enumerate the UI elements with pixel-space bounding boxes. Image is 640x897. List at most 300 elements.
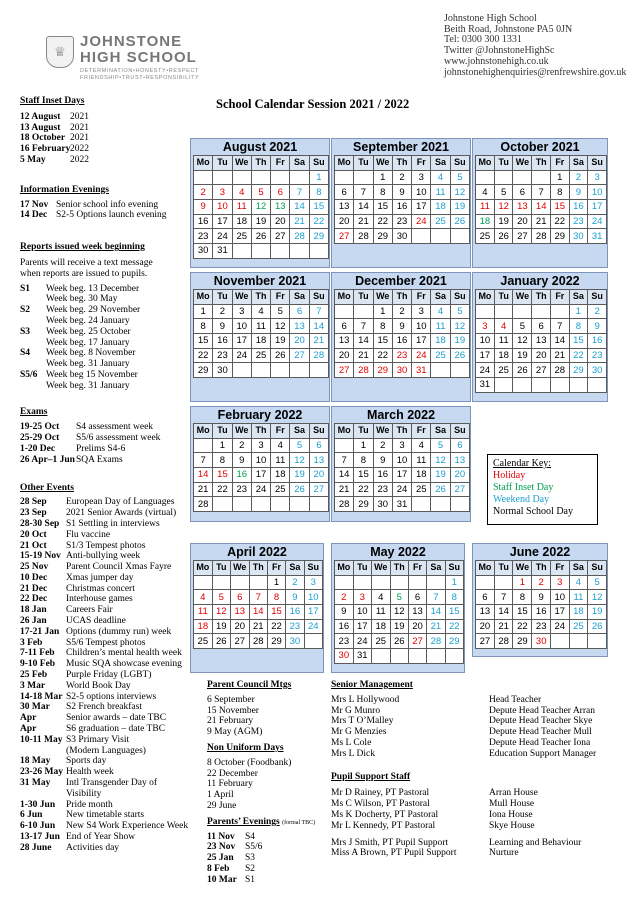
report-week — [20, 327, 195, 338]
event-item — [20, 713, 195, 724]
week-row — [476, 378, 607, 393]
event-item — [20, 681, 195, 692]
pupil-support-title: Pupil Support Staff — [331, 771, 411, 782]
day-header-row — [476, 561, 607, 576]
day-cell: 12 — [390, 605, 408, 620]
day-cell: 15 — [213, 468, 232, 483]
event-item-value: UCAS deadline — [66, 616, 126, 627]
day-cell: 19 — [212, 619, 230, 634]
day-cell: 7 — [551, 319, 570, 334]
reports-note-1: Parents will receive a text message — [20, 257, 153, 268]
day-cell: 11 — [494, 334, 513, 349]
day-cell: 30 — [532, 634, 551, 649]
non-uniform-day: 29 June — [207, 800, 237, 811]
day-cell: 5 — [450, 304, 469, 319]
week-row — [335, 334, 470, 349]
inset-day-key: 16 February — [20, 144, 71, 155]
event-item-value: Music SQA showcase evening — [66, 659, 182, 670]
event-item — [20, 573, 195, 584]
day-cell: 10 — [304, 590, 322, 605]
day-header: Th — [251, 424, 270, 439]
non-uniform-day: 1 April — [207, 790, 234, 801]
day-cell: 17 — [476, 348, 495, 363]
day-cell — [335, 304, 354, 319]
other-events-list — [20, 497, 195, 853]
parent-council-title: Parent Council Mtgs — [207, 680, 292, 690]
day-header-row — [194, 424, 329, 439]
event-item-value: S5/6 Tempest photos — [66, 637, 146, 648]
day-cell: 10 — [251, 453, 270, 468]
inset-day-key: 13 August — [20, 122, 61, 133]
report-week-value: Week beg. 31 January — [46, 380, 130, 391]
week-row — [335, 453, 470, 468]
event-item — [20, 508, 195, 519]
day-header: Mo — [194, 424, 213, 439]
day-cell — [232, 244, 251, 259]
day-header: Fr — [271, 290, 290, 305]
report-week-value: Week beg. 24 January — [46, 315, 130, 326]
staff-member-value: Depute Head Teacher Mull — [489, 727, 592, 738]
month-calendar — [331, 272, 471, 402]
event-item-value: S2 French breakfast — [66, 702, 142, 713]
event-item-key: 28 Sep — [20, 497, 47, 508]
day-cell — [494, 304, 513, 319]
event-item-key: 26 Jan — [20, 616, 47, 627]
day-header: Tu — [494, 290, 513, 305]
parents-evening-key: 11 Nov — [207, 831, 235, 842]
day-cell: 22 — [551, 214, 570, 229]
day-cell: 19 — [494, 214, 513, 229]
day-cell: 26 — [212, 634, 230, 649]
day-header: Tu — [353, 561, 371, 576]
middle-column — [207, 680, 327, 886]
support-staff-value: Learning and Behaviour — [489, 837, 582, 848]
week-row — [335, 319, 470, 334]
day-cell: 24 — [588, 214, 607, 229]
event-item-key: 10-11 May — [20, 734, 63, 745]
day-cell: 15 — [551, 200, 570, 215]
week-row — [476, 575, 607, 590]
day-header: Mo — [194, 290, 213, 305]
week-row — [194, 363, 329, 378]
exam-item-key: 25-29 Oct — [20, 433, 60, 444]
day-cell: 13 — [271, 200, 290, 215]
day-cell: 24 — [551, 619, 570, 634]
day-header-row — [194, 561, 323, 576]
day-cell — [494, 378, 513, 393]
day-cell: 15 — [194, 334, 213, 349]
day-cell: 20 — [271, 214, 290, 229]
day-cell: 16 — [232, 468, 251, 483]
staff-member-key: Mr G Munro — [331, 705, 381, 716]
day-cell: 10 — [213, 200, 232, 215]
day-cell: 28 — [354, 229, 373, 244]
day-cell: 29 — [569, 363, 588, 378]
day-cell: 5 — [271, 304, 290, 319]
day-cell: 8 — [569, 319, 588, 334]
logo-tagline — [80, 68, 199, 82]
day-cell: 26 — [290, 482, 309, 497]
day-cell — [431, 497, 450, 512]
day-cell: 2 — [392, 170, 411, 185]
report-week — [20, 338, 195, 349]
week-row — [335, 575, 464, 590]
day-cell: 19 — [290, 468, 309, 483]
day-cell: 19 — [251, 214, 270, 229]
day-cell: 24 — [213, 229, 232, 244]
support-staff-key: Mr D Rainey, PT Pastoral — [331, 788, 430, 799]
day-cell: 25 — [371, 634, 390, 649]
day-cell — [251, 170, 270, 185]
day-cell — [371, 575, 390, 590]
event-item-key: Apr — [20, 724, 37, 735]
day-cell — [335, 575, 354, 590]
day-header: Fr — [551, 561, 570, 576]
day-header: Fr — [271, 424, 290, 439]
day-cell: 17 — [412, 334, 431, 349]
day-cell: 7 — [309, 304, 328, 319]
week-row — [476, 590, 607, 605]
day-cell — [569, 634, 588, 649]
reports-note-2: when reports are issued to pupils. — [20, 268, 148, 279]
day-cell — [353, 575, 371, 590]
support-staff — [331, 810, 631, 821]
day-cell: 11 — [271, 453, 290, 468]
inset-day-value: 2022 — [70, 154, 89, 165]
day-cell: 20 — [335, 214, 354, 229]
day-cell: 27 — [450, 482, 469, 497]
day-header-row — [335, 561, 464, 576]
month-calendar — [190, 138, 330, 268]
day-header: Mo — [335, 290, 354, 305]
left-column — [20, 96, 195, 854]
day-cell: 14 — [249, 605, 267, 620]
day-cell: 12 — [513, 334, 532, 349]
event-item-key: 18 Jan — [20, 605, 47, 616]
day-header: Fr — [551, 290, 570, 305]
staff-member-key: Mrs L Dick — [331, 748, 375, 759]
day-cell: 30 — [569, 229, 588, 244]
month-table — [193, 155, 329, 259]
inset-day-value: 2021 — [70, 133, 89, 144]
event-item-value: New timetable starts — [66, 810, 145, 821]
staff-member-value: Depute Head Teacher Arran — [489, 705, 595, 716]
event-item-key: 3 Mar — [20, 680, 46, 691]
day-header: We — [230, 561, 249, 576]
day-cell: 10 — [412, 319, 431, 334]
day-cell — [354, 170, 373, 185]
event-item-key: 6-10 Jun — [20, 821, 56, 832]
day-header-row — [335, 156, 470, 171]
address-email[interactable]: johnstonehighenquiries@renfrewshire.gov.uk — [444, 66, 627, 78]
day-cell: 7 — [249, 590, 267, 605]
day-cell: 17 — [251, 468, 270, 483]
event-item — [20, 778, 195, 789]
week-row — [194, 304, 329, 319]
day-cell: 28 — [335, 497, 354, 512]
inset-day — [20, 112, 195, 123]
event-item-value: Purple Friday (LGBT) — [66, 670, 152, 681]
day-cell: 4 — [232, 185, 251, 200]
day-cell: 5 — [431, 438, 450, 453]
senior-management-title: Senior Management — [331, 680, 413, 690]
logo-tag2: FRIENDSHIP•TRUST•RESPONSIBILITY — [80, 75, 200, 81]
event-item-value: S3 Primary Visit — [66, 734, 130, 745]
day-cell — [290, 363, 309, 378]
week-row — [335, 170, 470, 185]
inset-day — [20, 144, 195, 155]
day-cell: 28 — [532, 229, 551, 244]
day-cell: 13 — [309, 453, 328, 468]
event-item-key: Apr — [20, 713, 37, 724]
support-staff-key: Miss A Brown, PT Pupil Support — [331, 848, 457, 859]
day-cell: 7 — [354, 185, 373, 200]
exam-item-key: 26 Apr–1 Jun — [20, 454, 75, 465]
day-cell: 21 — [427, 619, 445, 634]
day-header: Th — [532, 290, 551, 305]
inset-day — [20, 133, 195, 144]
day-cell: 20 — [532, 348, 551, 363]
week-row — [194, 200, 329, 215]
day-cell: 30 — [194, 244, 213, 259]
day-cell: 23 — [588, 348, 607, 363]
staff-member-value: Depute Head Teacher Iona — [489, 737, 591, 748]
day-cell — [213, 497, 232, 512]
day-cell: 9 — [569, 185, 588, 200]
address-website[interactable]: www.johnstonehigh.co.uk — [444, 55, 549, 67]
day-cell: 14 — [354, 200, 373, 215]
week-row — [194, 605, 323, 620]
week-row — [194, 438, 329, 453]
day-cell — [450, 363, 469, 378]
day-cell: 31 — [476, 378, 495, 393]
day-cell: 11 — [232, 200, 251, 215]
day-cell: 28 — [290, 229, 309, 244]
day-cell: 30 — [373, 497, 392, 512]
day-cell — [212, 575, 230, 590]
day-cell: 19 — [431, 468, 450, 483]
day-header: Tu — [212, 561, 230, 576]
week-row — [194, 170, 329, 185]
day-cell: 15 — [267, 605, 285, 620]
event-item-value: Children’s mental health week — [66, 648, 182, 659]
event-item-value: Careers Fair — [66, 605, 113, 616]
day-cell: 8 — [513, 590, 532, 605]
day-cell: 6 — [476, 590, 495, 605]
day-cell: 23 — [373, 482, 392, 497]
day-cell: 8 — [354, 453, 373, 468]
day-cell: 28 — [309, 348, 328, 363]
day-cell — [390, 649, 408, 664]
month-calendar — [472, 272, 608, 402]
day-cell: 20 — [309, 468, 328, 483]
day-cell: 30 — [392, 229, 411, 244]
report-week-value: Week beg. 13 December — [46, 283, 140, 294]
week-row — [194, 468, 329, 483]
month-title: August 2021 — [222, 140, 298, 154]
day-cell — [335, 438, 354, 453]
day-cell: 5 — [390, 590, 408, 605]
day-cell: 28 — [249, 634, 267, 649]
week-row — [335, 605, 464, 620]
day-cell: 7 — [290, 185, 309, 200]
report-week-value: Week beg. 30 May — [46, 294, 118, 305]
day-cell: 26 — [588, 619, 607, 634]
day-cell: 1 — [354, 438, 373, 453]
day-cell — [427, 649, 445, 664]
inset-day-value: 2021 — [70, 122, 89, 133]
week-row — [335, 619, 464, 634]
day-cell: 27 — [335, 363, 354, 378]
day-cell: 5 — [212, 590, 230, 605]
month-calendar — [472, 138, 608, 268]
day-cell: 12 — [290, 453, 309, 468]
day-header: Su — [588, 156, 607, 171]
council-meeting: 21 February — [207, 716, 254, 727]
day-cell: 27 — [408, 634, 426, 649]
day-header: Su — [450, 156, 469, 171]
page-title: School Calendar Session 2021 / 2022 — [216, 97, 410, 111]
day-cell: 12 — [212, 605, 230, 620]
week-row — [194, 334, 329, 349]
day-cell: 11 — [476, 200, 495, 215]
address-school: Johnstone High School — [444, 13, 537, 24]
day-cell — [450, 229, 469, 244]
inset-day-key: 18 October — [20, 133, 66, 144]
day-cell: 31 — [392, 497, 411, 512]
day-cell — [408, 649, 426, 664]
event-item-key: 3 Feb — [20, 637, 43, 648]
event-item-key: 1-30 Jun — [20, 799, 56, 810]
day-cell: 7 — [354, 319, 373, 334]
day-cell: 29 — [373, 363, 392, 378]
day-cell: 14 — [194, 468, 213, 483]
school-crest-icon: ♕ — [46, 36, 74, 68]
day-cell: 13 — [290, 319, 309, 334]
day-cell: 9 — [392, 319, 411, 334]
day-cell: 12 — [450, 319, 469, 334]
month-title: September 2021 — [353, 140, 449, 154]
day-cell: 29 — [267, 634, 285, 649]
day-cell: 4 — [494, 319, 513, 334]
month-title: March 2022 — [366, 408, 436, 422]
day-cell — [450, 497, 469, 512]
week-row — [335, 468, 470, 483]
day-cell — [304, 634, 322, 649]
day-cell: 23 — [335, 634, 354, 649]
day-cell: 8 — [213, 453, 232, 468]
inset-day-key: 12 August — [20, 111, 61, 122]
day-cell: 31 — [588, 229, 607, 244]
day-cell: 10 — [232, 319, 251, 334]
day-header: Fr — [267, 561, 285, 576]
staff-member — [331, 727, 631, 738]
week-row — [194, 453, 329, 468]
week-row — [335, 634, 464, 649]
day-cell: 7 — [194, 453, 213, 468]
exam-item — [20, 433, 195, 444]
info-evening-value: S2-5 Options launch evening — [56, 210, 167, 221]
staff-member-value: Depute Head Teacher Skye — [489, 716, 593, 727]
logo-tag1: DETERMINATION•HONESTY•RESPECT — [80, 68, 199, 74]
day-header: Th — [251, 290, 270, 305]
day-cell: 14 — [309, 319, 328, 334]
day-cell: 11 — [412, 453, 431, 468]
logo-line1: JOHNSTONE — [80, 33, 183, 50]
day-cell — [532, 170, 551, 185]
day-cell: 18 — [232, 214, 251, 229]
day-header: Sa — [427, 561, 445, 576]
day-header: Sa — [431, 424, 450, 439]
week-row — [476, 634, 607, 649]
event-item-key: 23 Sep — [20, 508, 47, 519]
day-cell: 6 — [335, 185, 354, 200]
day-cell — [408, 575, 426, 590]
event-item — [20, 692, 195, 703]
event-item-key: 22 Dec — [20, 594, 48, 605]
day-header: Fr — [412, 156, 431, 171]
day-header: Su — [309, 290, 328, 305]
week-row — [335, 363, 470, 378]
day-cell — [412, 229, 431, 244]
info-evening-key: 17 Nov — [20, 199, 49, 210]
event-item-value: Options (dummy run) week — [66, 626, 172, 637]
event-item — [20, 551, 195, 562]
day-cell: 25 — [232, 229, 251, 244]
day-cell: 17 — [353, 619, 371, 634]
exams-list — [20, 422, 195, 465]
day-cell: 2 — [232, 438, 251, 453]
day-cell — [249, 575, 267, 590]
day-cell — [232, 363, 251, 378]
day-header: Sa — [569, 156, 588, 171]
parents-evening — [207, 875, 327, 886]
day-cell — [551, 304, 570, 319]
event-item-value: 2021 Senior Awards (virtual) — [66, 508, 177, 519]
event-item — [20, 530, 195, 541]
day-cell: 26 — [513, 363, 532, 378]
support-staff-key: Mr L Kennedy, PT Pastoral — [331, 820, 436, 831]
day-cell: 18 — [431, 200, 450, 215]
day-cell — [551, 634, 570, 649]
day-header: We — [232, 156, 251, 171]
day-header: Mo — [476, 561, 495, 576]
parent-council-list — [207, 695, 327, 738]
day-cell: 12 — [588, 590, 607, 605]
staff-member-key: Mrs T O’Malley — [331, 716, 394, 727]
key-weekend: Weekend Day — [493, 494, 550, 505]
day-header: Sa — [290, 156, 309, 171]
day-cell: 24 — [304, 619, 322, 634]
event-item-key: 13-17 Jun — [20, 832, 60, 843]
day-cell: 4 — [431, 170, 450, 185]
day-cell: 22 — [194, 348, 213, 363]
day-cell: 26 — [431, 482, 450, 497]
report-week-value: Week beg. 25 October — [46, 326, 131, 337]
day-cell: 18 — [271, 468, 290, 483]
support-staff-key: Ms C Wilson, PT Pastoral — [331, 799, 430, 810]
event-item-key: 7-11 Feb — [20, 648, 55, 659]
key-inset: Staff Inset Day — [493, 482, 554, 493]
inset-day-value: 2022 — [70, 144, 89, 155]
event-item-value: Anti-bullying week — [66, 551, 141, 562]
month-table — [475, 155, 607, 244]
report-week-key: S5/6 — [20, 369, 38, 380]
day-header: Tu — [354, 156, 373, 171]
day-cell: 16 — [569, 200, 588, 215]
day-cell: 25 — [271, 482, 290, 497]
day-cell — [290, 244, 309, 259]
